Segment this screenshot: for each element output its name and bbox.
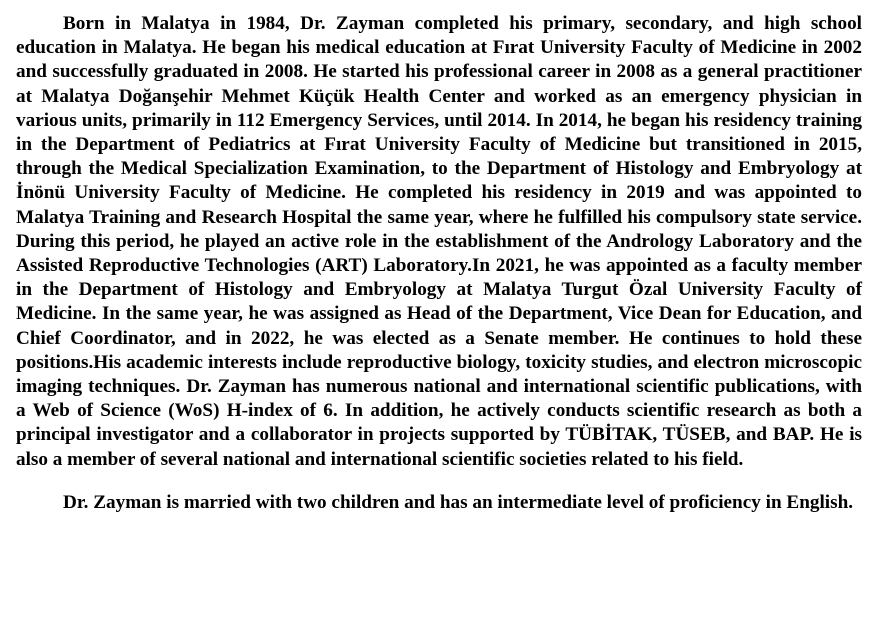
biography-document [16,12,862,516]
biography-paragraph-personal: Dr. Zayman is married with two children and has an intermediate level of proficiency in English. [63,492,854,514]
biography-paragraph-career: Born in Malatya in 1984, Dr. Zayman completed his primary, secondary, and high school education in Malatya. He began his medical education at Fırat University Faculty of Medicine in 2002 and successfully graduated in 2008. He started his professional career in 2008 as a general practitioner at Malatya Doğanşehir Mehmet Küçük Health Center and worked as an emergency physician in various units, primarily in 112 Emergency Services, until 2014. In 2014, he began his residency training in the Department of Pediatrics at Fırat University Faculty of Medicine but transitioned in 2015, through the Medical Specialization Examination, to the Department of Histology and Embryology at İnönü University Faculty of Medicine. He completed his residency in 2019 and was appointed to Malatya Training and Research Hospital the same year, where he fulfilled his compulsory state service. During this period, he played an active role in the establishment of the Andrology Laboratory and the Assisted Reproductive Technologies (ART) Laboratory.In 2021, he was appointed as a faculty member in the Department of Histology and Embryology at Malatya Turgut Özal University Faculty of Medicine. In the same year, he was assigned as Head of the Department, Vice Dean for Education, and Chief Coordinator, and in 2022, he was elected as a Senate member. He continues to hold these positions.His academic interests include reproductive biology, toxicity studies, and electron microscopic imaging techniques. Dr. Zayman has numerous national and international scientific publications, with a Web of Science (WoS) H-index of 6. In addition, he actively conducts scientific research as both a principal investigator and a collaborator in projects supported by TÜBİTAK, TÜSEB, and BAP. He is also a member of several national and international scientific societies related to his field. [16,13,862,470]
